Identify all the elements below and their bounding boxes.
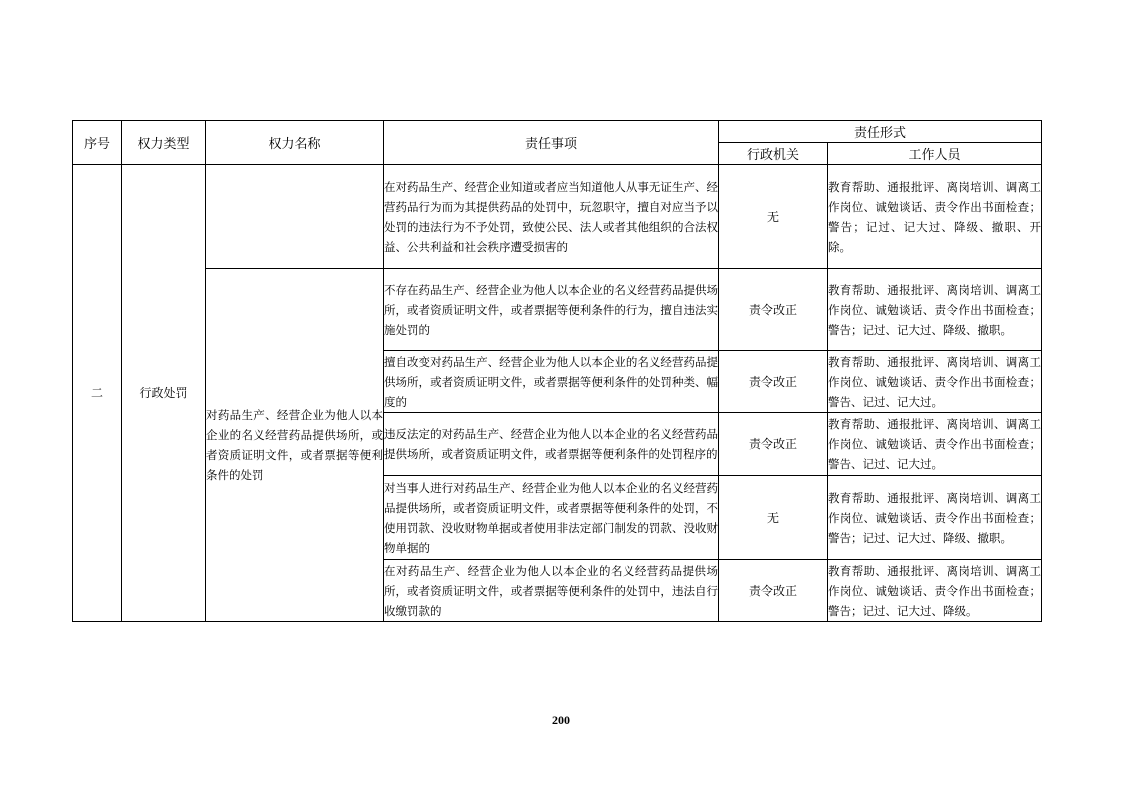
row-matter: 不存在药品生产、经营企业为他人以本企业的名义经营药品提供场所，或者资质证明文件，或者票据等便利条件的行为，擅自违法实施处罚的 <box>384 269 719 351</box>
row-staff: 教育帮助、通报批评、离岗培训、调离工作岗位、诚勉谈话、责令作出书面检查；警告；记过、记大过、降级、撤职。 <box>828 476 1042 560</box>
responsibility-table <box>72 120 1042 622</box>
row-admin: 责令改正 <box>719 351 828 413</box>
group-power-name: 对药品生产、经营企业为他人以本企业的名义经营药品提供场所，或者资质证明文件，或者票据等便利条件的处罚 <box>206 269 384 622</box>
empty-power-name <box>206 165 384 269</box>
header-responsibility: 责任事项 <box>384 121 719 165</box>
header-resp-form: 责任形式 <box>719 121 1042 143</box>
row-matter: 擅自改变对药品生产、经营企业为他人以本企业的名义经营药品提供场所，或者资质证明文件，或者票据等便利条件的处罚种类、幅度的 <box>384 351 719 413</box>
group-power-type: 行政处罚 <box>122 165 206 622</box>
row-admin: 无 <box>719 476 828 560</box>
header-seq: 序号 <box>73 121 122 165</box>
row-matter: 违反法定的对药品生产、经营企业为他人以本企业的名义经营药品提供场所，或者资质证明文件，或者票据等便利条件的处罚程序的 <box>384 413 719 476</box>
row-staff: 教育帮助、通报批评、离岗培训、调离工作岗位、诚勉谈话、责令作出书面检查；警告；记过、记大过、降级。 <box>828 560 1042 622</box>
row-admin: 责令改正 <box>719 560 828 622</box>
header-power-name: 权力名称 <box>206 121 384 165</box>
header-power-type: 权力类型 <box>122 121 206 165</box>
page-number: 200 <box>552 713 570 727</box>
table-row <box>73 165 1042 269</box>
row-admin: 责令改正 <box>719 413 828 476</box>
row-staff: 教育帮助、通报批评、离岗培训、调离工作岗位、诚勉谈话、责令作出书面检查；警告；记过、记大过、降级、撤职、开除。 <box>828 165 1042 269</box>
header-staff: 工作人员 <box>828 143 1042 165</box>
row-staff: 教育帮助、通报批评、离岗培训、调离工作岗位、诚勉谈话、责令作出书面检查；警告、记过、记大过。 <box>828 351 1042 413</box>
row-matter: 在对药品生产、经营企业知道或者应当知道他人从事无证生产、经营药品行为而为其提供药品的处罚中，玩忽职守，擅自对应当予以处罚的违法行为不予处罚，致使公民、法人或者其他组织的合法权益、公共利益和社会秩序遭受损害的 <box>384 165 719 269</box>
row-admin: 责令改正 <box>719 269 828 351</box>
header-admin-org: 行政机关 <box>719 143 828 165</box>
row-staff: 教育帮助、通报批评、离岗培训、调离工作岗位、诚勉谈话、责令作出书面检查；警告；记过、记大过、降级、撤职。 <box>828 269 1042 351</box>
group-seq: 二 <box>73 165 122 622</box>
row-matter: 对当事人进行对药品生产、经营企业为他人以本企业的名义经营药品提供场所，或者资质证明文件，或者票据等便利条件的处罚，不使用罚款、没收财物单据或者使用非法定部门制发的罚款、没收财物单据的 <box>384 476 719 560</box>
table-row <box>73 269 1042 351</box>
row-staff: 教育帮助、通报批评、离岗培训、调离工作岗位、诚勉谈话、责令作出书面检查；警告、记过、记大过。 <box>828 413 1042 476</box>
row-admin: 无 <box>719 165 828 269</box>
row-matter: 在对药品生产、经营企业为他人以本企业的名义经营药品提供场所，或者资质证明文件，或者票据等便利条件的处罚中，违法自行收缴罚款的 <box>384 560 719 622</box>
